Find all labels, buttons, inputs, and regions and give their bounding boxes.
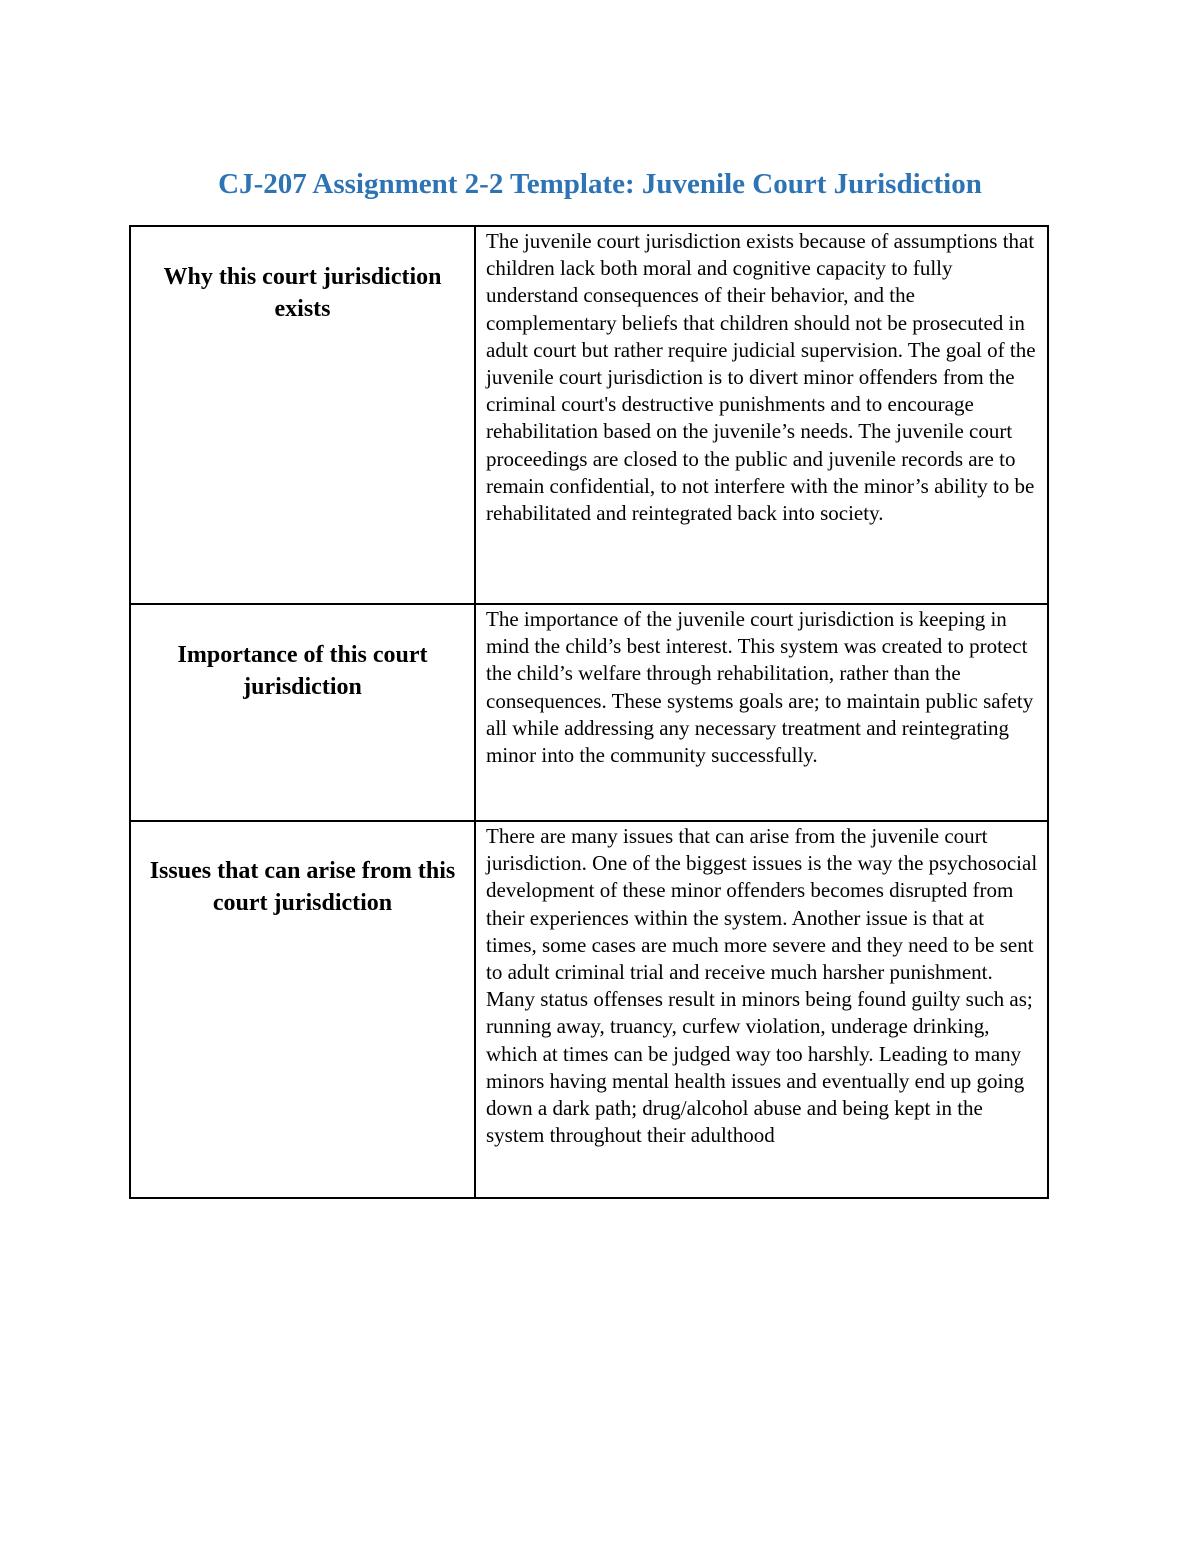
row-label: Issues that can arise from this court jurisdiction (149, 858, 456, 916)
table-row (130, 226, 1048, 604)
row-label: Importance of this court jurisdiction (177, 642, 428, 700)
row-text: The importance of the juvenile court jurisdiction is keeping in mind the child’s best interest. This system was created to protect the child’s welfare through rehabilitation, rather than the consequences. These systems goals are; to maintain public safety all while addressing any necessary treatment and reintegrating minor into the community successfully. (486, 607, 1034, 768)
row-text-cell (475, 226, 1048, 604)
row-text: The juvenile court jurisdiction exists because of assumptions that children lack both moral and cognitive capacity to fully understand consequences of their behavior, and the complementary beliefs that children should not be prosecuted in adult court but rather require judicial supervision. The goal of the juvenile court jurisdiction is to divert minor offenders from the criminal court's destructive punishments and to encourage rehabilitation based on the juvenile’s needs. The juvenile court proceedings are closed to the public and juvenile records are to remain confidential, to not interfere with the minor’s ability to be rehabilitated and reintegrated back into society. (486, 229, 1036, 526)
row-label-cell (130, 226, 475, 604)
table-row (130, 821, 1048, 1198)
row-text-cell (475, 821, 1048, 1198)
assignment-table (129, 225, 1049, 1199)
row-label: Why this court jurisdiction exists (163, 264, 442, 322)
table-row (130, 604, 1048, 821)
row-label-cell (130, 821, 475, 1198)
row-label-cell (130, 604, 475, 821)
row-text-cell (475, 604, 1048, 821)
page-title: CJ-207 Assignment 2-2 Template: Juvenile Court Jurisdiction (218, 168, 982, 200)
row-text: There are many issues that can arise from the juvenile court jurisdiction. One of the biggest issues is the way the psychosocial development of these minor offenders becomes disrupted from their experiences within the system. Another issue is that at times, some cases are much more severe and they need to be sent to adult criminal trial and receive much harsher punishment. Many status offenses result in minors being found guilty such as; running away, truancy, curfew violation, underage drinking, which at times can be judged way too harshly. Leading to many minors having mental health issues and eventually end up going down a dark path; drug/alcohol abuse and being kept in the system throughout their adulthood (486, 824, 1038, 1148)
